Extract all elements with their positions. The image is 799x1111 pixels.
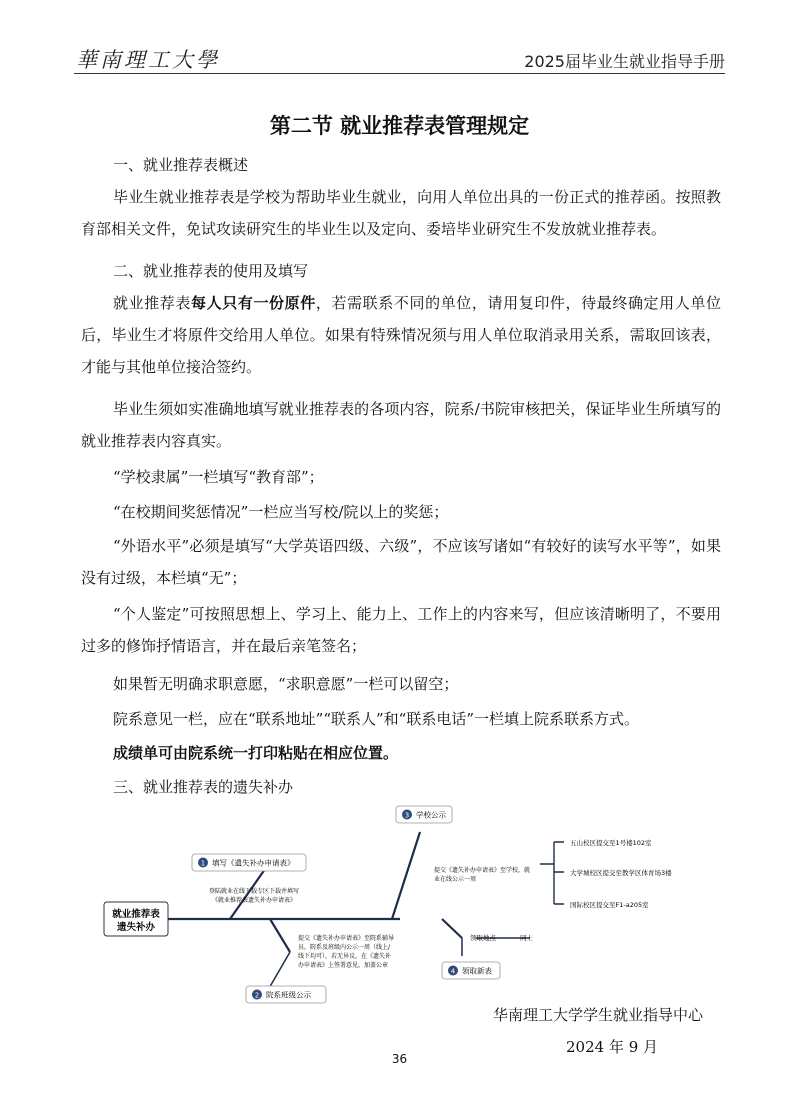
section-2-item-job-intention: 如果暂无明确求职意愿，“求职意愿”一栏可以留空；	[113, 675, 459, 693]
location-university-town: 大学城校区提交至教学区体育场3楼	[570, 869, 672, 877]
para-text: ，若需联系不同的单位，请用复印件，待最终确定用人单位后，毕业生才将原件交给用人单位。如果有特殊情况须与用人单位取消录用关系，需取回该表，才能与其他单位接洽签约。	[81, 294, 721, 376]
section-2-paragraph-1	[81, 287, 721, 383]
section-2-paragraph-2: 毕业生须如实准确地填写就业推荐表的各项内容，院系/书院审核把关，保证毕业生所填写的就业推荐表内容真实。	[81, 400, 721, 450]
step-3-detail-line-2: 业在线公示一周	[434, 876, 477, 883]
header-title: 2025届毕业生就业指导手册	[524, 52, 725, 71]
section-2-item-school-affiliation: “学校隶属”一栏填写“教育部”；	[113, 468, 324, 486]
para-text: 就业推荐表	[113, 294, 192, 312]
emphasis-text: 每人只有一份原件	[191, 294, 316, 312]
step-3-detail-line-1: 提交《遗失补办申请表》至学校，就	[434, 867, 531, 874]
step-1-detail-line-1: 登陆就业在线下载专区下载并填写	[208, 888, 300, 895]
location-international: 国际校区提交至F1-a205室	[570, 901, 649, 909]
section-3-heading: 三、就业推荐表的遗失补办	[113, 778, 294, 796]
step-2-detail-line-2: 员，院系及班级内公示一周（线上/	[298, 944, 391, 951]
step-2-number: 2	[254, 991, 260, 1000]
step-4-number: 4	[450, 967, 456, 976]
diagram-root-line-2: 遗失补办	[116, 922, 156, 933]
step-2-detail-line-4: 办申请表》上签署意见，加盖公章	[298, 962, 389, 969]
diagram-root-line-1: 就业推荐表	[112, 909, 160, 920]
section-2-item-self-evaluation: “个人鉴定”可按照思想上、学习上、能力上、工作上的内容来写，但应该清晰明了，不要用过多的修饰抒情语言，并在最后亲笔签名；	[81, 605, 721, 655]
pickup-location-same: 同上	[520, 934, 533, 942]
step-1-detail-line-2: 《就业推荐表遗失补办申请表》	[211, 897, 297, 904]
step-2-detail-line-3: 线下均可），若无异议，在《遗失补	[298, 953, 392, 960]
section-2-item-rewards: “在校期间奖惩情况”一栏应当写校/院以上的奖惩；	[113, 503, 449, 521]
step-1-label: 填写《遗失补办申请表》	[212, 858, 295, 868]
step-4-label: 领取新表	[462, 966, 492, 976]
step-2-detail-line-1: 提交《遗失补办申请表》至院系辅导	[298, 935, 395, 942]
section-2-item-transcript: 成绩单可由院系统一打印粘贴在相应位置。	[113, 744, 399, 762]
step-3-label: 学校公示	[416, 810, 446, 820]
signature-organization: 华南理工大学学生就业指导中心	[493, 1006, 704, 1024]
pickup-location-label: 领取地点	[470, 934, 496, 942]
replacement-process-diagram	[100, 802, 540, 1012]
university-logo: 華南理工大學	[76, 48, 220, 72]
signature-date: 2024 年 9 月	[566, 1038, 659, 1056]
page-title: 第二节 就业推荐表管理规定	[269, 114, 530, 138]
step-2-label: 院系班级公示	[266, 990, 311, 1000]
section-2-item-language: “外语水平”必须是填写“大学英语四级、六级”，不应该写诸如“有较好的读写水平等”，如果没有过级，本栏填“无”；	[81, 537, 721, 587]
step-1-number: 1	[200, 859, 206, 868]
section-2-heading: 二、就业推荐表的使用及填写	[113, 262, 309, 280]
section-1-paragraph: 毕业生就业推荐表是学校为帮助毕业生就业，向用人单位出具的一份正式的推荐函。按照教育部相关文件，免试攻读研究生的毕业生以及定向、委培毕业研究生不发放就业推荐表。	[81, 188, 721, 238]
location-wushan: 五山校区提交至1号楼102室	[570, 839, 652, 847]
page-number: 36	[391, 1052, 408, 1066]
section-2-item-department-opinion: 院系意见一栏，应在“联系地址”“联系人”和“联系电话”一栏填上院系联系方式。	[113, 710, 640, 728]
header-divider	[74, 73, 725, 74]
campus-locations-list	[540, 812, 730, 922]
section-1-heading: 一、就业推荐表概述	[113, 156, 249, 174]
step-3-number: 3	[404, 811, 410, 820]
